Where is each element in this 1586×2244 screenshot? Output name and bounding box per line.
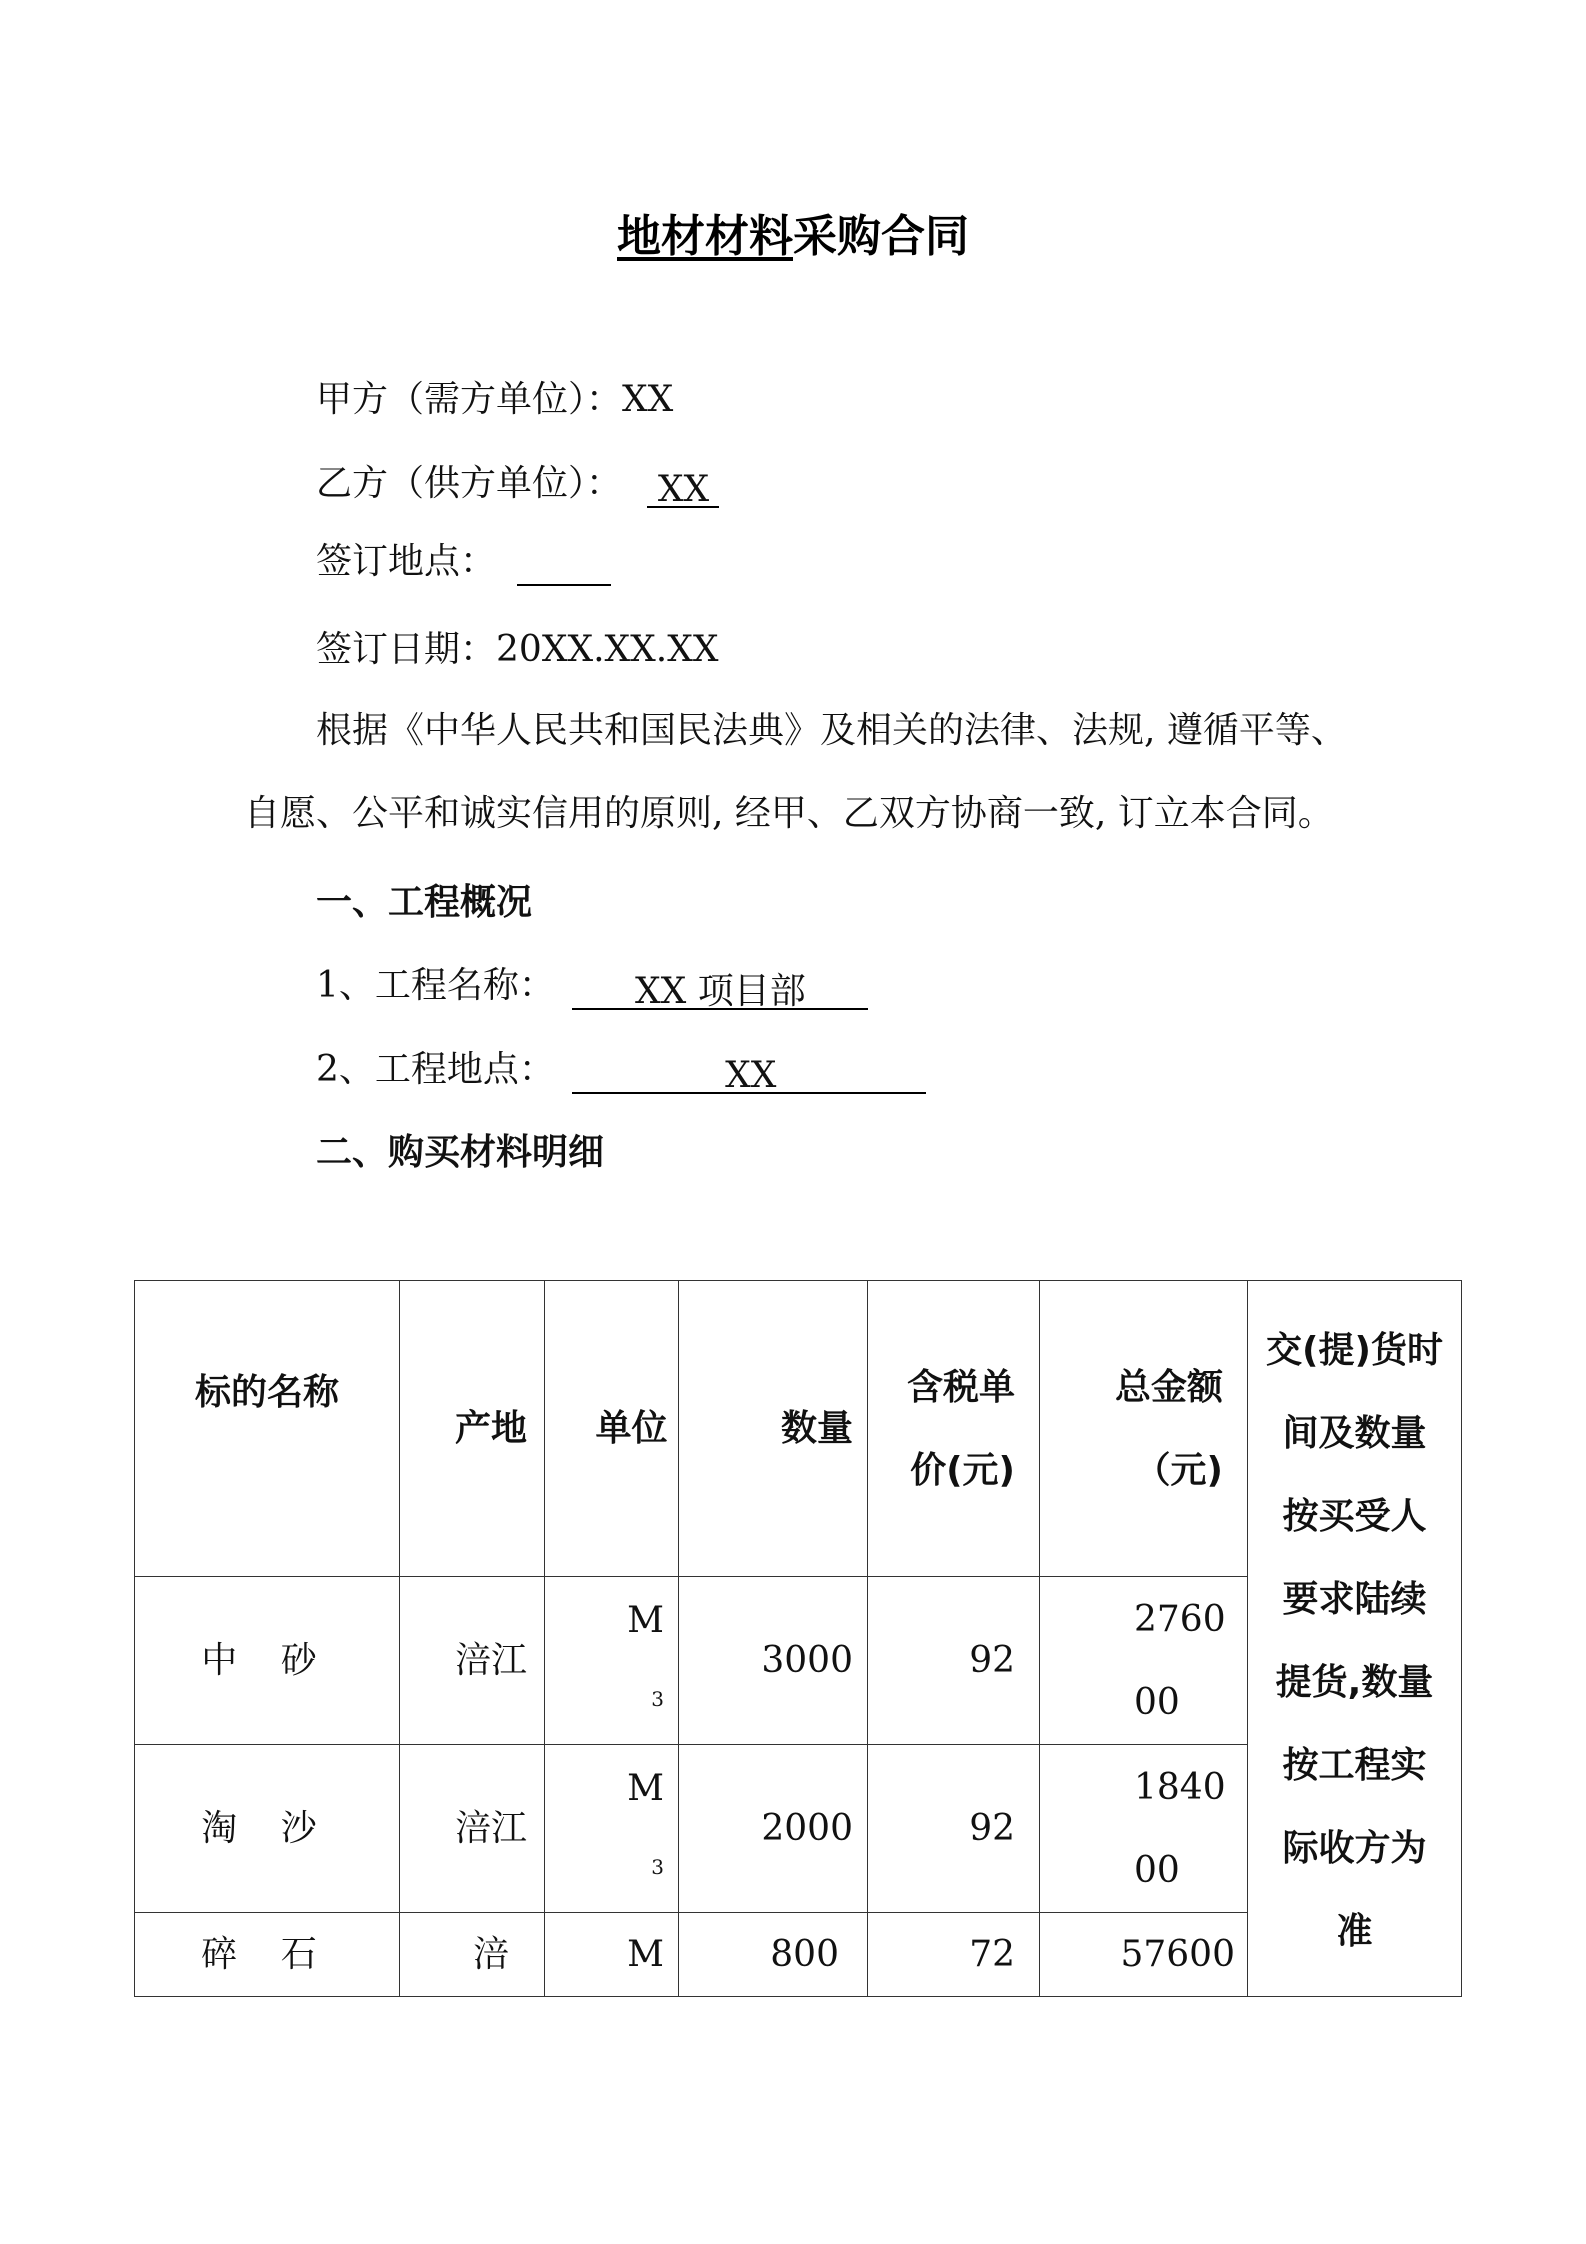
party-b-value: XX [647,466,719,508]
header-origin: 产地 [400,1281,545,1577]
row-1-unit [545,1577,679,1745]
row-2-total: 184000 [1040,1745,1248,1913]
party-a-label: 甲方（需方单位）： [316,379,623,420]
project-place-value [572,1052,926,1094]
section-2-heading: 二、购买材料明细 [316,1132,605,1173]
project-name-line [316,962,868,1010]
sign-date-label: 签订日期： [316,629,497,670]
row-1-total: 276000 [1040,1577,1248,1745]
document-title [0,200,1586,264]
header-unit: 单位 [545,1281,679,1577]
row-1-name: 中 砂 [135,1577,400,1745]
row-3-qty: 800 [679,1913,868,1997]
row-3-total: 57600 [1040,1913,1248,1997]
row-1-qty: 3000 [679,1577,868,1745]
title-rest: 采购合同 [793,211,969,262]
row-3-origin: 涪 [400,1913,545,1997]
project-name-label: 1、工程名称： [316,965,555,1006]
party-b-line [316,460,719,508]
row-2-qty: 2000 [679,1745,868,1913]
row-1-origin: 涪江 [400,1577,545,1745]
row-2-unit-letter: M [627,1768,664,1809]
title-underlined: 地材材料 [617,211,793,262]
row-3-name: 碎 石 [135,1913,400,1997]
preamble-line-1: 根据《中华人民共和国民法典》及相关的法律、法规, 遵循平等、 [316,710,1347,751]
row-3-price: 72 [868,1913,1040,1997]
sign-date-value: 20XX.XX.XX [496,629,719,670]
sign-place-label: 签订地点： [316,541,497,582]
row-2-name: 淘 沙 [135,1745,400,1913]
row-2-origin: 涪江 [400,1745,545,1913]
sign-place-line [316,538,611,586]
party-a-value: XX [622,379,674,420]
header-delivery: 交(提)货时间及数量按买受人要求陆续提货,数量按工程实际收方为准 [1248,1281,1462,1997]
party-a-line [316,376,673,424]
header-total: 总金额（元) [1040,1281,1248,1577]
section-1-heading: 一、工程概况 [316,882,533,923]
row-2-unit-sup: 3 [651,1855,664,1879]
row-3-unit: M [545,1913,679,1997]
preamble-line-2: 自愿、公平和诚实信用的原则, 经甲、乙双方协商一致, 订立本合同。 [244,793,1334,834]
table-header-row [135,1281,1462,1577]
header-qty: 数量 [679,1281,868,1577]
project-place-text: XX [725,1055,777,1096]
row-2-price: 92 [868,1745,1040,1913]
row-2-unit [545,1745,679,1913]
project-place-label: 2、工程地点： [316,1049,555,1090]
header-price: 含税单价(元) [868,1281,1040,1577]
sign-date-line [316,626,718,674]
row-1-unit-sup: 3 [651,1687,664,1711]
materials-table [134,1280,1462,1997]
row-1-unit-letter: M [627,1600,664,1641]
row-1-price: 92 [868,1577,1040,1745]
party-b-label: 乙方（供方单位）： [316,463,623,504]
header-name: 标的名称 [135,1281,400,1577]
sign-place-value [517,544,611,586]
project-place-line [316,1046,926,1094]
project-name-value: XX 项目部 [572,968,868,1010]
